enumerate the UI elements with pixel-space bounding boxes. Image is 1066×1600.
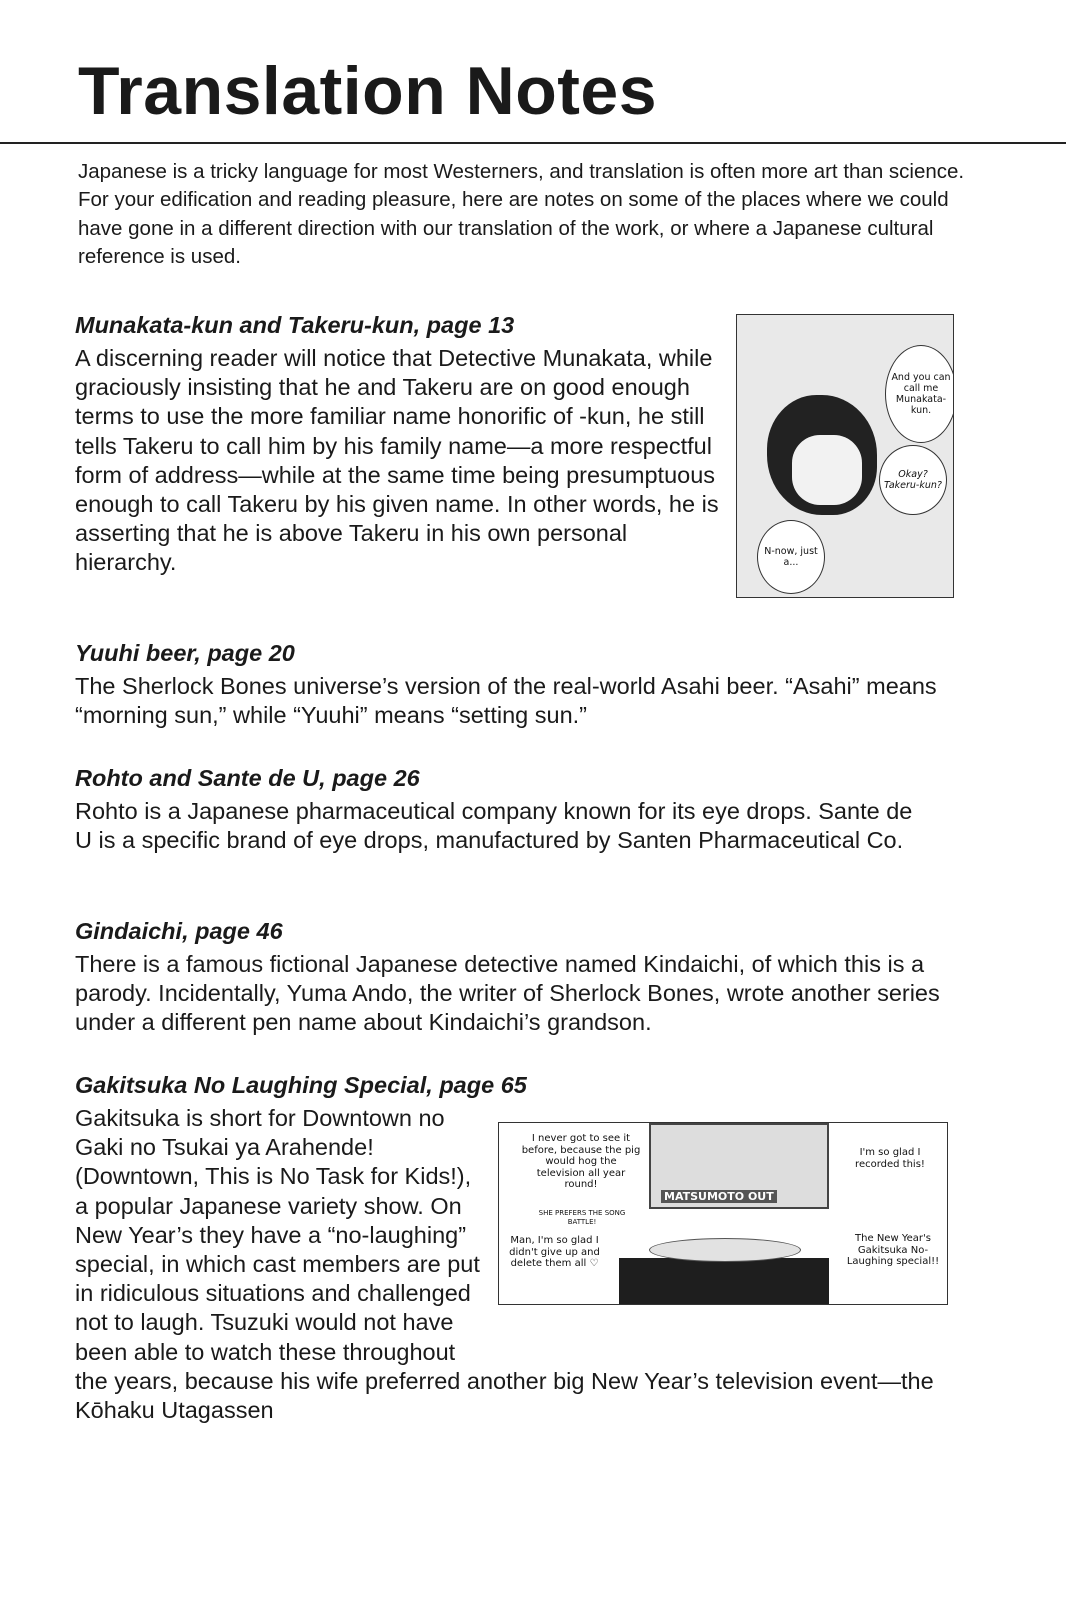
tv-caption: MATSUMOTO OUT: [661, 1190, 777, 1203]
note-heading: Munakata-kun and Takeru-kun, page 13: [75, 312, 515, 338]
note-body: Gakitsuka is short for Downtown no Gaki no Tsukai ya Arahende! (Downtown, This is No Task for Kids!), a popular Japanese variety show. On New Year’s they have a “no-laughing” special, in which cast members are put in ridiculous situations and challenged not to laugh. Tsuzuki would not have been able to watch these throughout the years, because his wife preferred another big New Year’s television event—the Kōhaku Utagassen: [75, 1105, 934, 1424]
note-heading: Rohto and Sante de U, page 26: [75, 765, 420, 791]
speech-text: SHE PREFERS THE SONG BATTLE!: [538, 1209, 626, 1226]
table-illustration: [619, 1258, 829, 1304]
manga-panel-munakata: [736, 314, 954, 598]
note-heading: Gindaichi, page 46: [75, 918, 283, 944]
speech-bubble: And you can call me Munakata-kun.: [885, 345, 954, 443]
food-plates: [649, 1238, 801, 1262]
speech-bubble: Okay? Takeru-kun?: [879, 445, 947, 515]
intro-paragraph: Japanese is a tricky language for most Westerners, and translation is often more art than science. For your edification and reading pleasure, here are notes on some of the places where we could have gone in a different direction with our translation of the work, or where a Japanese cultural reference is used.: [78, 160, 965, 268]
note-body: The Sherlock Bones universe’s version of the real-world Asahi beer. “Asahi” means “morning sun,” while “Yuuhi” means “setting sun.”: [75, 673, 937, 729]
note-heading: Gakitsuka No Laughing Special, page 65: [75, 1072, 527, 1098]
title-divider: [0, 142, 1066, 144]
note-body: Rohto is a Japanese pharmaceutical company known for its eye drops. Sante de U is a specific brand of eye drops, manufactured by Santen Pharmaceutical Co.: [75, 798, 913, 854]
television-screen: [649, 1123, 829, 1209]
speech-text: I'm so glad I recorded this!: [855, 1147, 925, 1170]
speech-text: I never got to see it before, because the pig would hog the television all year round!: [521, 1133, 641, 1190]
page-title: Translation Notes: [78, 53, 658, 129]
note-rohto: [75, 763, 935, 855]
note-gindaichi: [75, 916, 975, 1038]
note-body: There is a famous fictional Japanese detective named Kindaichi, of which this is a parody. Incidentally, Yuma Ando, the writer of Sherlock Bones, wrote another series under a different pen name about Kindaichi’s grandson.: [75, 951, 940, 1036]
note-yuuhi: [75, 638, 975, 730]
speech-text: Man, I'm so glad I didn't give up and delete them all ♡: [509, 1235, 600, 1269]
speech-text: The New Year's Gakitsuka No-Laughing special!!: [846, 1233, 940, 1267]
note-heading: Yuuhi beer, page 20: [75, 640, 295, 666]
character-face: [792, 435, 862, 505]
speech-bubble: N-now, just a...: [757, 520, 825, 594]
note-body: A discerning reader will notice that Detective Munakata, while graciously insisting that he and Takeru are on good enough terms to use the more familiar name honorific of -kun, he still tells Takeru to call him by his family name—a more respectful form of address—while at the same time being presumptuous enough to call Takeru by his given name. In other words, he is asserting that he is above Takeru in his own personal hierarchy.: [75, 345, 719, 576]
note-munakata: [75, 310, 725, 578]
manga-panel-gakitsuka: [498, 1122, 948, 1305]
